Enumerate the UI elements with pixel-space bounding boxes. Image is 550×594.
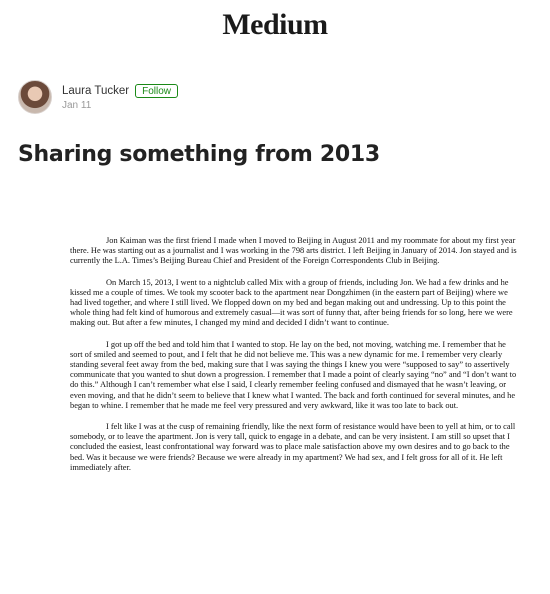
author-line — [62, 84, 178, 98]
article-image-text — [70, 236, 518, 484]
article-paragraph: On March 15, 2013, I went to a nightclub called Mix with a group of friends, including Jon. We had a few drinks and he kissed me a couple of times. We took my scooter back to the apartment near Dongzhimen (in the eastern part of Beijing) where we had lived together, and where I still lived. We flopped down on my bed and began making out and undressing. Up to this point the whole thing had felt kind of humorous and extremely casual—it was sort of funny that, after being friends for so long, here we were making out. But after a few minutes, I changed my mind and decided I didn’t want to continue. — [70, 277, 513, 328]
author-meta — [62, 84, 178, 111]
article-paragraph: Jon Kaiman was the first friend I made when I moved to Beijing in August 2011 and my roommate for about my first year there. He was starting out as a journalist and I was working in the 798 arts district. I left Beijing in January of 2014. Jon stayed and is currently the L.A. Times’s Beijing Bureau Chief and President of the Foreign Correspondents Club in Beijing. — [70, 236, 517, 266]
medium-logo[interactable]: Medium — [222, 8, 328, 41]
author-avatar[interactable] — [18, 80, 52, 114]
author-name[interactable]: Laura Tucker — [62, 84, 130, 97]
author-byline — [18, 80, 178, 114]
article-paragraph: I felt like I was at the cusp of remaining friendly, like the next form of resistance would have been to yell at him, or to call somebody, or to leave the apartment. Jon is very tall, quick to engage in a debate, and can be very insistent. I am still so upset that I concluded the easiest, least confrontational way forward was to place male satisfaction above my own desires and to go back to the bed. Was it because we were friends? Because we were already in my apartment? We had sex, and I felt gross for all of it. He left immediately after. — [70, 422, 516, 472]
post-date[interactable]: Jan 11 — [62, 99, 92, 111]
follow-button[interactable]: Follow — [135, 84, 178, 98]
post-title: Sharing something from 2013 — [18, 142, 380, 167]
article-paragraph: I got up off the bed and told him that I wanted to stop. He lay on the bed, not moving, watching me. I remember that he sort of smiled and seemed to pout, and I felt that he did not believe me. This was a new dynamic for me. I remember very clearly standing several feet away from the bed, making sure that I was saying the things I knew you were “supposed to say” to assertively communicate that you wanted to shut down a progression. I remember that I made a point of clearly saying “no” and “I don’t want to do this.” Although I can’t remember what else I said, I clearly remember feeling confused and dismayed that he wasn’t leaving, or even moving, and that he didn’t seem to believe that I knew what I wanted. The back and forth continued for several minutes, and he began to whine. I remember that he made me feel very pressured and very awkward, like it was too late to back out. — [70, 339, 517, 410]
